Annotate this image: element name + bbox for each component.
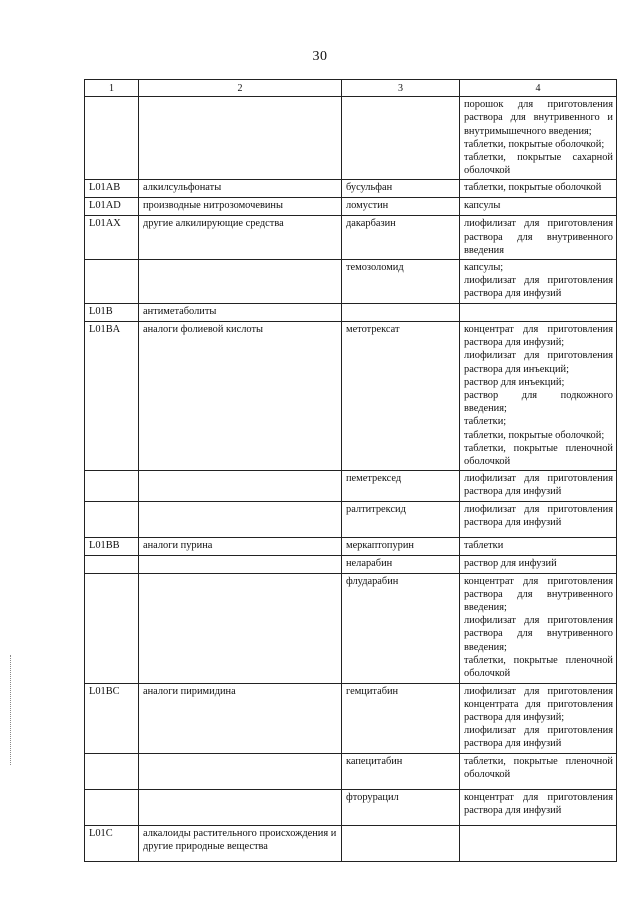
page-number: 30 — [312, 49, 328, 64]
dosage-form-line: концентрат для приготовления раствора для инфузий — [464, 791, 613, 816]
group-name-cell: аналоги пиримидина — [139, 683, 342, 753]
dosage-form-line: порошок для приготовления раствора для внутривенного и внутримышечного введения; — [464, 99, 613, 137]
substance-name-cell: флударабин — [342, 573, 460, 683]
dosage-forms-cell — [460, 216, 617, 260]
substance-name-cell — [342, 304, 460, 322]
table-row — [85, 683, 617, 753]
table-row — [85, 555, 617, 573]
dosage-form-line: таблетки, покрытые сахарной оболочкой — [464, 152, 613, 177]
substance-name-cell: ралтитрексид — [342, 501, 460, 537]
group-name-cell — [139, 573, 342, 683]
group-name-cell — [139, 789, 342, 825]
atc-code-cell: L01B — [85, 304, 139, 322]
dosage-form-line: таблетки, покрытые пленочной оболочкой — [464, 755, 613, 780]
table-row — [85, 97, 617, 180]
group-name-cell: антиметаболиты — [139, 304, 342, 322]
substance-name-cell: гемцитабин — [342, 683, 460, 753]
atc-code-cell — [85, 501, 139, 537]
dosage-form-line: таблетки, покрытые оболочкой; — [464, 138, 605, 150]
group-name-cell: алкилсульфонаты — [139, 180, 342, 198]
column-header-1: 1 — [85, 80, 139, 97]
atc-code-cell — [85, 260, 139, 304]
dosage-form-line: лиофилизат для приготовления раствора для инфузий — [464, 275, 613, 300]
substance-name-cell: пеметрексед — [342, 471, 460, 501]
dosage-forms-cell — [460, 537, 617, 555]
table-row — [85, 753, 617, 789]
dosage-form-line: лиофилизат для приготовления концентрата для приготовления раствора для инфузий; — [464, 685, 613, 724]
dosage-form-line: таблетки, покрытые пленочной оболочкой — [464, 654, 613, 680]
group-name-cell — [139, 753, 342, 789]
substance-name-cell: дакарбазин — [342, 216, 460, 260]
header-row — [85, 80, 617, 97]
dosage-form-line: капсулы; — [464, 262, 504, 274]
group-name-cell — [139, 471, 342, 501]
dosage-form-line: раствор для инъекций; — [464, 376, 565, 388]
dosage-forms-cell — [460, 304, 617, 322]
group-name-cell: аналоги пурина — [139, 537, 342, 555]
atc-code-cell — [85, 753, 139, 789]
table-row — [85, 216, 617, 260]
atc-code-cell: L01AX — [85, 216, 139, 260]
column-header-2: 2 — [139, 80, 342, 97]
dosage-forms-cell — [460, 753, 617, 789]
table-row — [85, 304, 617, 322]
table-row — [85, 198, 617, 216]
dosage-form-line: лиофилизат для приготовления раствора для инфузий — [464, 725, 613, 750]
dosage-form-line: таблетки, покрытые оболочкой — [464, 182, 602, 194]
table-row — [85, 322, 617, 471]
dosage-form-line: концентрат для приготовления раствора для внутривенного введения; — [464, 575, 613, 614]
dosage-form-line: таблетки, покрытые пленочной оболочкой — [464, 442, 613, 468]
substance-name-cell: ломустин — [342, 198, 460, 216]
substance-name-cell — [342, 97, 460, 180]
dosage-form-line: лиофилизат для приготовления раствора для инфузий — [464, 503, 613, 528]
group-name-cell: алкалоиды растительного происхождения и другие природные вещества — [139, 825, 342, 861]
table-row — [85, 180, 617, 198]
dosage-forms-cell — [460, 555, 617, 573]
dosage-form-line: лиофилизат для приготовления раствора для внутривенного введения — [464, 218, 613, 256]
dosage-forms-cell — [460, 97, 617, 180]
group-name-cell: другие алкилирующие средства — [139, 216, 342, 260]
atc-code-cell — [85, 573, 139, 683]
atc-code-cell: L01AB — [85, 180, 139, 198]
substance-name-cell — [342, 825, 460, 861]
atc-code-cell: L01BA — [85, 322, 139, 471]
table-row — [85, 789, 617, 825]
dosage-form-line: лиофилизат для приготовления раствора для инъекций; — [464, 350, 613, 375]
dosage-forms-cell — [460, 825, 617, 861]
table-row — [85, 825, 617, 861]
atc-code-cell: L01BC — [85, 683, 139, 753]
dosage-forms-cell — [460, 180, 617, 198]
dosage-form-line: лиофилизат для приготовления раствора для инфузий — [464, 473, 613, 498]
atc-code-cell — [85, 471, 139, 501]
dosage-form-line: концентрат для приготовления раствора для инфузий; — [464, 324, 613, 349]
substance-name-cell: темозоломид — [342, 260, 460, 304]
group-name-cell: аналоги фолиевой кислоты — [139, 322, 342, 471]
atc-code-cell — [85, 97, 139, 180]
dosage-forms-cell — [460, 573, 617, 683]
atc-code-cell: L01C — [85, 825, 139, 861]
group-name-cell: производные нитрозомочевины — [139, 198, 342, 216]
substance-name-cell: фторурацил — [342, 789, 460, 825]
substance-name-cell: капецитабин — [342, 753, 460, 789]
drug-table — [84, 79, 617, 862]
table-row — [85, 260, 617, 304]
dosage-form-line: раствор для инфузий — [464, 557, 557, 569]
dosage-forms-cell — [460, 501, 617, 537]
atc-code-cell: L01BB — [85, 537, 139, 555]
dosage-form-line: таблетки — [464, 539, 504, 551]
atc-code-cell: L01AD — [85, 198, 139, 216]
atc-code-cell — [85, 555, 139, 573]
group-name-cell — [139, 555, 342, 573]
table-body — [85, 97, 617, 861]
atc-code-cell — [85, 789, 139, 825]
dosage-form-line: капсулы — [464, 200, 501, 212]
dosage-form-line: лиофилизат для приготовления раствора для внутривенного введения; — [464, 615, 613, 653]
dosage-forms-cell — [460, 683, 617, 753]
dosage-forms-cell — [460, 789, 617, 825]
group-name-cell — [139, 260, 342, 304]
substance-name-cell: метотрексат — [342, 322, 460, 471]
dosage-form-line: таблетки; — [464, 416, 507, 428]
dosage-forms-cell — [460, 260, 617, 304]
table-row — [85, 537, 617, 555]
table-row — [85, 471, 617, 501]
substance-name-cell: бусульфан — [342, 180, 460, 198]
margin-dotted-marks — [10, 655, 14, 765]
dosage-forms-cell — [460, 471, 617, 501]
dosage-form-line: раствор для подкожного введения; — [464, 390, 613, 415]
dosage-forms-cell — [460, 198, 617, 216]
dosage-forms-cell — [460, 322, 617, 471]
substance-name-cell: неларабин — [342, 555, 460, 573]
table-row — [85, 573, 617, 683]
substance-name-cell: меркаптопурин — [342, 537, 460, 555]
column-header-3: 3 — [342, 80, 460, 97]
group-name-cell — [139, 97, 342, 180]
table-row — [85, 501, 617, 537]
dosage-form-line: таблетки, покрытые оболочкой; — [464, 429, 605, 441]
group-name-cell — [139, 501, 342, 537]
column-header-4: 4 — [460, 80, 617, 97]
